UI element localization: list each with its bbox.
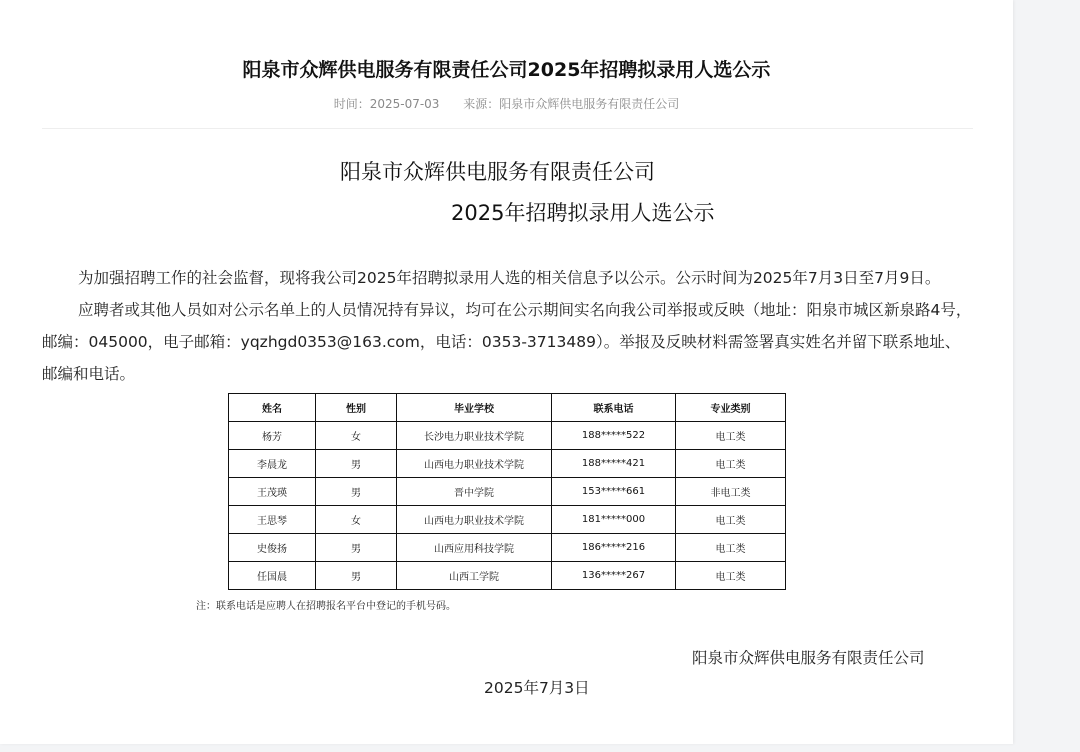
cell-major: 电工类	[676, 562, 786, 590]
table-header-row	[229, 394, 786, 422]
cell-school: 山西工学院	[397, 562, 552, 590]
paragraph-objection: 应聘者或其他人员如对公示名单上的人员情况持有异议，均可在公示期间实名向我公司举报或反映（地址：阳泉市城区新泉路4号，邮编：045000，电子邮箱：yqzhgd0353@163.com，电话：0353-3713489）。举报及反映材料需签署真实姓名并留下联系地址、邮编和电话。	[42, 301, 972, 383]
publish-time: 时间：2025-07-03	[333, 97, 440, 111]
cell-name: 史俊扬	[229, 534, 316, 562]
table-row	[229, 506, 786, 534]
cell-gender: 男	[316, 450, 397, 478]
table-note: 注：联系电话是应聘人在招聘报名平台中登记的手机号码。	[196, 601, 456, 612]
cell-gender: 男	[316, 478, 397, 506]
table-row	[229, 450, 786, 478]
cell-name: 杨芳	[229, 422, 316, 450]
cell-name: 王茂瑛	[229, 478, 316, 506]
cell-gender: 女	[316, 506, 397, 534]
candidate-table	[228, 393, 786, 590]
cell-major: 电工类	[676, 534, 786, 562]
article-meta	[0, 95, 1013, 112]
header-school: 毕业学校	[397, 394, 552, 422]
table-row	[229, 422, 786, 450]
cell-gender: 女	[316, 422, 397, 450]
cell-phone: 186*****216	[552, 534, 676, 562]
cell-gender: 男	[316, 534, 397, 562]
document-heading-subject: 2025年招聘拟录用人选公示	[451, 201, 715, 225]
table-row	[229, 534, 786, 562]
cell-phone: 136*****267	[552, 562, 676, 590]
signature-date: 2025年7月3日	[484, 679, 590, 697]
document-heading-company: 阳泉市众辉供电服务有限责任公司	[340, 160, 655, 184]
cell-name: 任国晨	[229, 562, 316, 590]
cell-name: 王思琴	[229, 506, 316, 534]
cell-phone: 188*****421	[552, 450, 676, 478]
cell-major: 电工类	[676, 422, 786, 450]
table-row	[229, 562, 786, 590]
header-name: 姓名	[229, 394, 316, 422]
cell-school: 晋中学院	[397, 478, 552, 506]
header-gender: 性别	[316, 394, 397, 422]
header-phone: 联系电话	[552, 394, 676, 422]
header-divider	[42, 128, 973, 129]
paragraph-intro: 为加强招聘工作的社会监督，现将我公司2025年招聘拟录用人选的相关信息予以公示。公示时间为2025年7月3日至7月9日。	[78, 269, 941, 287]
cell-major: 电工类	[676, 506, 786, 534]
table-row	[229, 478, 786, 506]
publish-source: 来源：阳泉市众辉供电服务有限责任公司	[463, 97, 680, 111]
cell-school: 山西应用科技学院	[397, 534, 552, 562]
cell-school: 山西电力职业技术学院	[397, 450, 552, 478]
cell-name: 李晨龙	[229, 450, 316, 478]
cell-gender: 男	[316, 562, 397, 590]
header-major: 专业类别	[676, 394, 786, 422]
cell-school: 山西电力职业技术学院	[397, 506, 552, 534]
cell-major: 电工类	[676, 450, 786, 478]
signature-company: 阳泉市众辉供电服务有限责任公司	[692, 649, 925, 667]
cell-phone: 188*****522	[552, 422, 676, 450]
cell-school: 长沙电力职业技术学院	[397, 422, 552, 450]
cell-major: 非电工类	[676, 478, 786, 506]
cell-phone: 153*****661	[552, 478, 676, 506]
cell-phone: 181*****000	[552, 506, 676, 534]
article-title: 阳泉市众辉供电服务有限责任公司2025年招聘拟录用人选公示	[242, 59, 771, 81]
